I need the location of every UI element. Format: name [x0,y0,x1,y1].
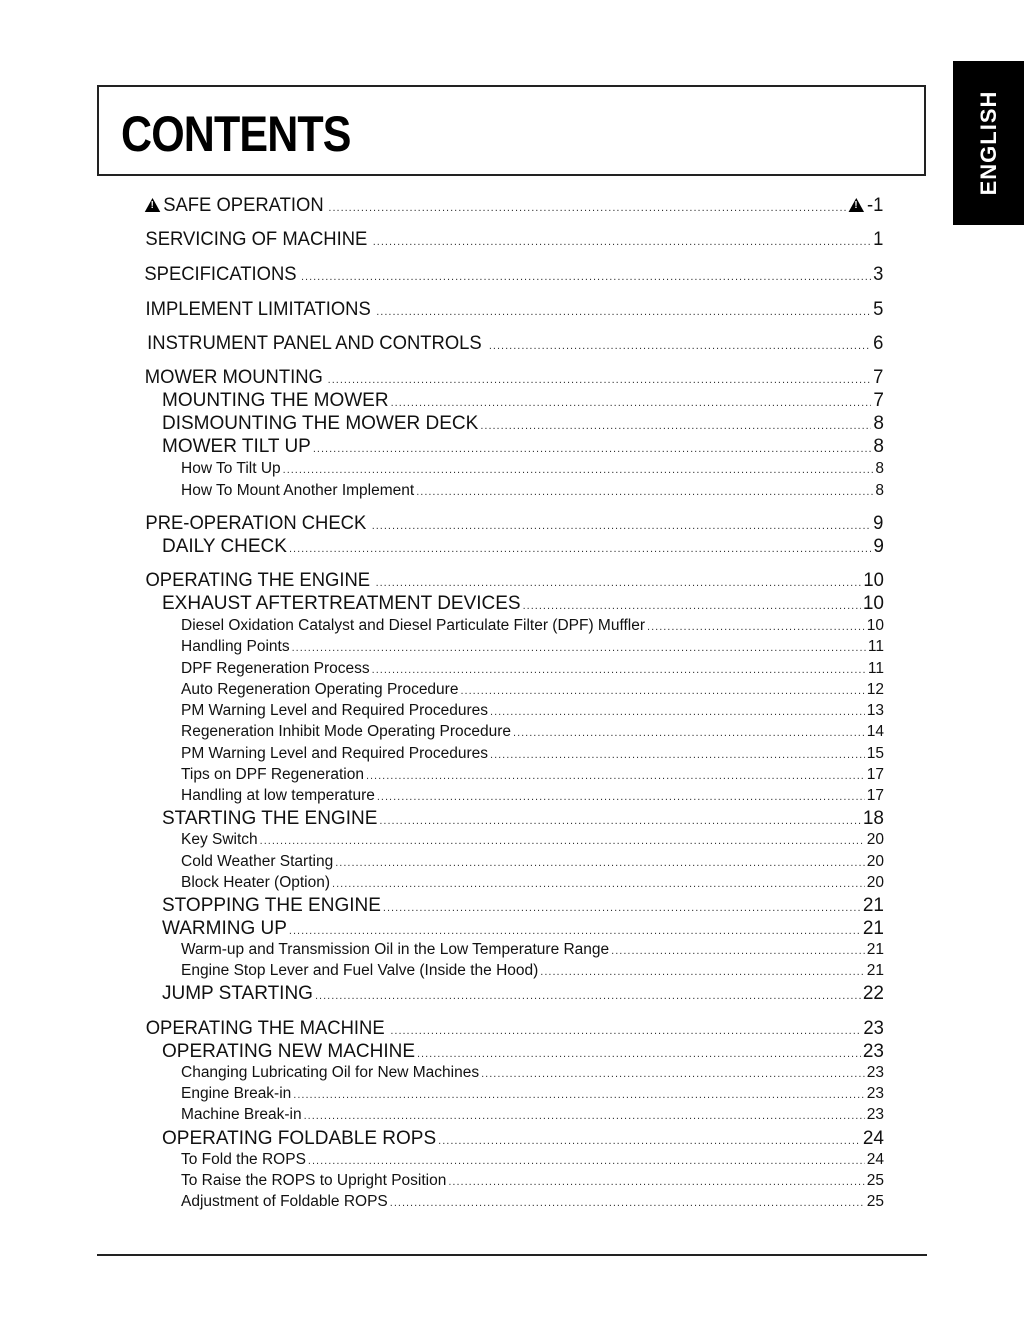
toc-entry-label [181,745,488,763]
toc-entry-label [145,195,324,217]
toc-entry-label [162,536,287,558]
toc-entry-page [867,766,884,784]
toc-entry[interactable] [142,460,884,478]
toc-entry-page [863,983,884,1005]
toc-entry-text: Auto Regeneration Operating Procedure [181,681,459,698]
toc-entry[interactable] [142,570,884,592]
dot-leader [260,835,865,847]
toc-entry-text: MOWER MOUNTING [144,367,323,388]
toc-entry-page-number: 8 [875,460,884,477]
toc-entry-text: WARMING UP [162,918,287,939]
toc-entry-page-number: 18 [862,808,884,829]
toc-entry-text: Cold Weather Starting [181,853,334,870]
toc-entry-text: OPERATING NEW MACHINE [162,1041,415,1062]
toc-entry-label [181,874,330,892]
toc-entry-page-number: 3 [873,264,884,285]
dot-leader [328,202,846,214]
toc-entry-label [145,367,323,389]
toc-entry-page-number: 10 [862,593,884,614]
toc-entry-page [873,413,884,435]
toc-entry-page-number: 21 [866,962,884,979]
dot-leader [540,966,864,978]
toc-entry-text: Regeneration Inhibit Mode Operating Procedure [181,723,512,740]
toc-entry-page [868,660,884,678]
toc-entry-label [181,1106,302,1124]
toc-entry-text: PM Warning Level and Required Procedures [181,745,489,762]
toc-entry-text: Handling Points [181,638,290,655]
toc-entry-page-number: 11 [867,638,884,655]
toc-entry-label [145,570,370,592]
toc-entry-page [849,195,884,217]
toc-entry-text: STARTING THE ENGINE [162,808,378,829]
toc-entry[interactable] [142,513,884,535]
toc-entry-label [147,333,482,355]
dot-leader [390,1197,865,1209]
dot-leader [292,642,866,654]
toc-entry[interactable] [142,745,884,763]
toc-entry-label [181,702,488,720]
toc-entry[interactable] [142,660,884,678]
toc-entry-text: Tips on DPF Regeneration [181,766,364,783]
toc-entry-page [874,299,884,321]
toc-entry[interactable] [142,983,884,1005]
toc-entry-page-number: 21 [862,918,884,939]
dot-leader [373,236,872,248]
toc-entry[interactable] [142,195,884,217]
toc-entry-page [867,962,884,980]
toc-entry-text: Changing Lubricating Oil for New Machines [181,1064,480,1081]
warning-icon [849,198,865,212]
toc-entry-page-number: 22 [862,983,884,1004]
toc-entry[interactable] [142,702,884,720]
toc-entry[interactable] [142,638,884,656]
toc-entry-page [867,617,884,635]
dot-leader [448,1176,864,1188]
toc-entry[interactable] [142,593,884,615]
toc-entry-page [863,1018,884,1040]
warning-icon [145,198,161,212]
dot-leader [372,520,872,532]
toc-entry-label [145,513,366,535]
toc-entry-label [181,723,511,741]
page-title: CONTENTS [121,106,351,162]
toc-entry-label [181,941,609,959]
toc-entry-page [867,831,884,849]
dot-leader [647,621,865,633]
dot-leader [391,397,872,409]
toc-entry-page [874,367,884,389]
toc-entry[interactable] [142,681,884,699]
toc-entry-page [874,264,884,286]
toc-entry-page-number: 20 [866,831,884,848]
toc-entry-page-number: 8 [875,482,884,499]
toc-entry[interactable] [142,808,884,830]
toc-entry-page [863,808,884,830]
toc-entry[interactable] [142,874,884,892]
toc-entry-page-number: 9 [873,513,884,534]
dot-leader [379,815,860,827]
dot-leader [372,664,866,676]
toc-entry-page-number: 8 [873,413,884,434]
toc-entry-page [863,1128,884,1150]
toc-entry[interactable] [142,299,884,321]
toc-entry-page-number: 17 [866,766,884,783]
dot-leader [513,727,865,739]
toc-entry-label [181,1064,479,1082]
toc-entry[interactable] [142,390,884,412]
toc-entry-text: EXHAUST AFTERTREATMENT DEVICES [162,593,521,614]
toc-entry-label [162,1041,415,1063]
toc-entry-page [863,895,884,917]
toc-entry-page [873,390,884,412]
dot-leader [289,925,861,937]
toc-entry-label [146,1018,385,1040]
toc-entry-label [162,1128,436,1150]
toc-entry-page [873,436,884,458]
toc-entry-page [867,787,884,805]
toc-entry-text: Engine Stop Lever and Fuel Valve (Inside the Hood) [181,962,539,979]
toc-entry-page-number: 23 [866,1085,884,1102]
toc-entry-page [867,1172,884,1190]
toc-entry-label [181,660,370,678]
toc-entry-text: DISMOUNTING THE MOWER DECK [162,413,479,434]
dot-leader [376,577,861,589]
toc-entry[interactable] [142,1193,884,1211]
toc-entry[interactable] [142,333,884,355]
toc-entry-text: Adjustment of Foldable ROPS [181,1193,388,1210]
toc-entry-text: OPERATING FOLDABLE ROPS [162,1128,437,1149]
toc-entry-page [874,513,884,535]
toc-entry-label [162,895,381,917]
toc-entry-page [867,1193,884,1211]
toc-entry-page-number: 11 [867,660,884,677]
toc-entry-page [867,874,884,892]
toc-entry-text: MOUNTING THE MOWER [162,390,389,411]
toc-entry-text: PRE-OPERATION CHECK [145,513,367,534]
toc-entry-label [181,766,364,784]
toc-entry-label [145,229,367,251]
toc-entry-text: Handling at low temperature [181,787,375,804]
toc-entry[interactable] [142,962,884,980]
toc-entry-text: How To Mount Another Implement [181,482,415,499]
toc-entry[interactable] [142,766,884,784]
toc-entry-text: OPERATING THE ENGINE [145,570,371,591]
dot-leader [289,543,871,555]
toc-entry[interactable] [142,831,884,849]
toc-entry-text: DPF Regeneration Process [181,660,370,677]
toc-entry[interactable] [142,853,884,871]
toc-entry-text: How To Tilt Up [181,460,281,477]
toc-entry-label [162,918,287,940]
toc-entry-page [863,918,884,940]
toc-entry-page-number: 25 [866,1172,884,1189]
toc-entry-text: INSTRUMENT PANEL AND CONTROLS [147,333,482,354]
toc-entry-page-number: 24 [862,1128,884,1149]
toc-entry-label [181,482,414,500]
toc-entry[interactable] [142,482,884,500]
toc-entry[interactable] [142,1085,884,1103]
toc-entry-label [181,853,333,871]
toc-entry-page-number: 21 [866,941,884,958]
toc-entry-text: To Raise the ROPS to Upright Position [181,1172,447,1189]
toc-entry[interactable] [142,229,884,251]
dot-leader [460,685,864,697]
toc-entry[interactable] [142,1018,884,1040]
toc-entry-text: IMPLEMENT LIMITATIONS [145,299,371,320]
toc-entry-page-number: 23 [863,1018,884,1039]
language-tab-label: ENGLISH [975,90,1001,196]
dot-leader [438,1135,861,1147]
toc-entry[interactable] [142,367,884,389]
toc-entry-label [181,831,258,849]
toc-entry-page-number: 7 [873,390,884,411]
toc-entry-page-number: 12 [866,681,884,698]
toc-entry-page [863,1041,884,1063]
toc-entry-page-number: 7 [873,367,884,388]
toc-entry-text: SERVICING OF MACHINE [145,229,368,250]
toc-entry-text: To Fold the ROPS [181,1151,306,1168]
toc-entry-page-number: 15 [866,745,884,762]
toc-entry-text: DAILY CHECK [162,536,287,557]
language-tab [953,61,1024,225]
toc-entry-page-number: 9 [873,536,884,557]
toc-entry-page-number: 8 [873,436,884,457]
toc-entry-page-number: 20 [866,853,884,870]
toc-entry-page-number: 21 [862,895,884,916]
toc-entry-page [867,941,884,959]
toc-entry-page-number: 20 [866,874,884,891]
toc-entry-page [867,1085,884,1103]
toc-entry-page [867,681,884,699]
toc-entry-page [875,460,884,478]
dot-leader [315,990,861,1002]
toc-entry-page-number: 13 [866,702,884,719]
dot-leader [611,945,865,957]
contents-title-box [97,85,926,176]
toc-entry[interactable] [142,918,884,940]
toc-entry-page [867,853,884,871]
toc-entry-page-number: 23 [862,1041,884,1062]
dot-leader [335,857,865,869]
toc-entry-text: Warm-up and Transmission Oil in the Low Temperature Range [181,941,610,958]
toc-entry-page [868,638,884,656]
toc-entry-page-number: 10 [863,570,884,591]
toc-entry-label [162,983,313,1005]
toc-entry-label [162,436,311,458]
toc-entry-label [181,1085,291,1103]
dot-leader [417,1048,861,1060]
toc-entry[interactable] [142,617,884,635]
toc-entry[interactable] [142,723,884,741]
toc-entry-label [162,593,521,615]
toc-entry-page-number: 25 [866,1193,884,1210]
dot-leader [366,770,865,782]
footer-divider [97,1254,927,1256]
toc-entry-page [867,745,884,763]
toc-entry-label [181,1151,306,1169]
dot-leader [490,706,865,718]
toc-entry-text: Key Switch [181,831,258,848]
toc-entry[interactable] [142,787,884,805]
toc-entry-text: Engine Break-in [181,1085,292,1102]
dot-leader [523,600,861,612]
toc-entry-text: Diesel Oxidation Catalyst and Diesel Particulate Filter (DPF) Muffler [181,617,646,634]
toc-entry-label [181,460,281,478]
dot-leader [293,1089,864,1101]
toc-entry-page [874,229,884,251]
toc-entry-page [867,1151,884,1169]
dot-leader [301,271,871,283]
toc-entry-label [181,638,290,656]
toc-entry[interactable] [142,413,884,435]
toc-entry-label [145,299,370,321]
toc-entry-label [181,681,458,699]
toc-entry-text: Machine Break-in [181,1106,302,1123]
dot-leader [376,306,871,318]
dot-leader [377,791,865,803]
toc-entry-page-number: 23 [866,1064,884,1081]
dot-leader [490,749,865,761]
toc-entry-page [874,333,884,355]
toc-entry[interactable] [142,1172,884,1190]
toc-entry-label [162,390,389,412]
dot-leader [383,902,861,914]
toc-entry[interactable] [142,264,884,286]
toc-entry[interactable] [142,1106,884,1124]
toc-entry-text: PM Warning Level and Required Procedures [181,702,489,719]
toc-entry-label [162,413,478,435]
toc-entry[interactable] [142,436,884,458]
toc-entry-label [181,962,538,980]
toc-entry-text: STOPPING THE ENGINE [162,895,381,916]
toc-entry-label [181,1193,388,1211]
dot-leader [480,420,871,432]
dot-leader [308,1155,865,1167]
toc-entry-page-number: 24 [866,1151,884,1168]
toc-entry-page [875,482,884,500]
dot-leader [489,340,872,352]
toc-entry[interactable] [142,941,884,959]
toc-entry-page [867,1106,884,1124]
toc-entry[interactable] [142,1128,884,1150]
dot-leader [390,1025,861,1037]
toc-entry-page-number: 1 [873,229,884,250]
toc-entry-page [867,723,884,741]
toc-entry[interactable] [142,536,884,558]
dot-leader [416,486,873,498]
dot-leader [304,1110,865,1122]
toc-entry[interactable] [142,1041,884,1063]
toc-entry-text: SPECIFICATIONS [144,264,297,285]
toc-entry-page-number: 14 [866,723,884,740]
toc-entry-page [863,593,884,615]
dot-leader [313,443,872,455]
toc-entry[interactable] [142,1064,884,1082]
toc-entry[interactable] [142,895,884,917]
toc-entry-page-number: 5 [873,299,884,320]
toc-entry-page [863,570,884,592]
toc-entry-label [181,1172,446,1190]
dot-leader [283,464,874,476]
toc-entry-page [867,702,884,720]
toc-entry-text: SAFE OPERATION [163,195,324,216]
toc-entry-page-number: 17 [866,787,884,804]
dot-leader [332,878,865,890]
toc-entry-page [873,536,884,558]
toc-entry-text: JUMP STARTING [162,983,313,1004]
toc-entry-page-number: 10 [866,617,884,634]
toc-entry-label [144,264,296,286]
toc-entry[interactable] [142,1151,884,1169]
toc-entry-page-number: 23 [866,1106,884,1123]
toc-entry-page [867,1064,884,1082]
toc-entry-label [162,808,377,830]
dot-leader [328,374,872,386]
toc-entry-label [181,787,375,805]
toc-entry-page-number: 6 [873,333,884,354]
toc-entry-label [181,617,645,635]
toc-entry-page-number: -1 [867,195,884,216]
toc-entry-text: Block Heater (Option) [181,874,331,891]
dot-leader [481,1068,865,1080]
toc-entry-text: MOWER TILT UP [162,436,311,457]
toc-entry-text: OPERATING THE MACHINE [145,1018,385,1039]
